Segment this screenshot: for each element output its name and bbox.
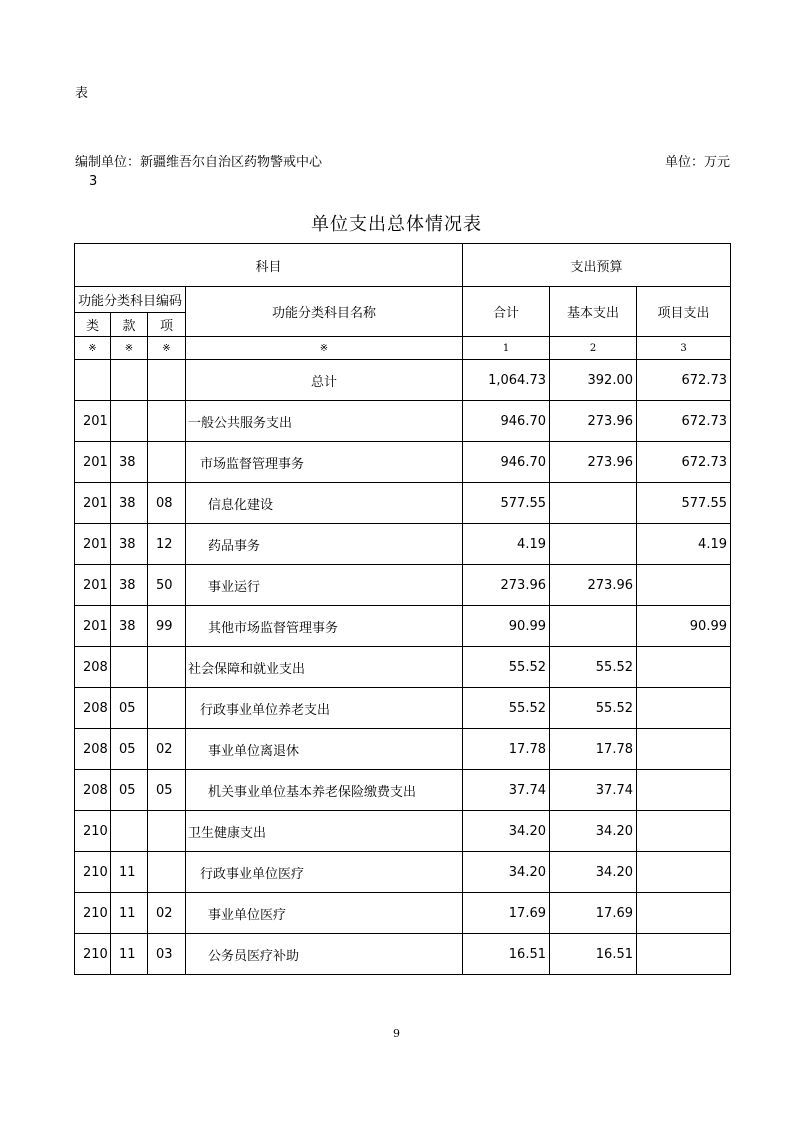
subject-name-cell: 卫生健康支出 xyxy=(186,811,463,852)
basic-cell xyxy=(550,483,637,524)
lei-cell xyxy=(75,360,111,401)
project-cell xyxy=(637,893,731,934)
project-cell xyxy=(637,565,731,606)
project-cell xyxy=(637,647,731,688)
kuan-cell: 11 xyxy=(111,934,148,975)
kuan-cell: 05 xyxy=(111,770,148,811)
xiang-cell: 12 xyxy=(148,524,186,565)
marker-cell: ※ xyxy=(148,337,186,360)
total-cell: 946.70 xyxy=(463,401,550,442)
basic-column-header: 基本支出 xyxy=(550,287,637,337)
total-cell: 37.74 xyxy=(463,770,550,811)
group-header-row xyxy=(75,244,731,287)
total-cell: 273.96 xyxy=(463,565,550,606)
xiang-cell xyxy=(148,442,186,483)
lei-cell: 201 xyxy=(75,401,111,442)
column-number-1: 1 xyxy=(463,337,550,360)
xiang-cell xyxy=(148,688,186,729)
marker-row xyxy=(75,337,731,360)
basic-cell: 273.96 xyxy=(550,401,637,442)
basic-cell: 34.20 xyxy=(550,852,637,893)
lei-cell: 208 xyxy=(75,647,111,688)
basic-cell: 17.69 xyxy=(550,893,637,934)
marker-cell: ※ xyxy=(186,337,463,360)
subject-name-cell: 事业运行 xyxy=(186,565,463,606)
kuan-cell: 11 xyxy=(111,852,148,893)
lei-cell: 201 xyxy=(75,483,111,524)
project-cell xyxy=(637,811,731,852)
basic-cell: 16.51 xyxy=(550,934,637,975)
kuan-cell xyxy=(111,360,148,401)
subject-name-cell: 事业单位离退休 xyxy=(186,729,463,770)
basic-cell: 55.52 xyxy=(550,688,637,729)
kuan-cell: 38 xyxy=(111,483,148,524)
kuan-cell: 05 xyxy=(111,688,148,729)
table-row xyxy=(75,360,731,401)
lei-cell: 208 xyxy=(75,770,111,811)
page-title: 单位支出总体情况表 xyxy=(311,214,482,235)
xiang-cell: 02 xyxy=(148,893,186,934)
table-row xyxy=(75,688,731,729)
currency-unit-label: 单位：万元 xyxy=(665,155,731,170)
subject-name-cell: 行政事业单位养老支出 xyxy=(186,688,463,729)
total-cell: 946.70 xyxy=(463,442,550,483)
kuan-cell: 38 xyxy=(111,524,148,565)
kuan-cell xyxy=(111,647,148,688)
total-cell: 90.99 xyxy=(463,606,550,647)
marker-cell: ※ xyxy=(75,337,111,360)
project-cell: 672.73 xyxy=(637,401,731,442)
table-row xyxy=(75,524,731,565)
project-cell: 672.73 xyxy=(637,360,731,401)
basic-cell: 55.52 xyxy=(550,647,637,688)
subject-name-cell: 信息化建设 xyxy=(186,483,463,524)
table-row xyxy=(75,893,731,934)
table-row xyxy=(75,401,731,442)
total-column-header: 合计 xyxy=(463,287,550,337)
basic-cell: 34.20 xyxy=(550,811,637,852)
lei-column-header: 类 xyxy=(75,313,111,337)
xiang-cell xyxy=(148,647,186,688)
kuan-cell: 38 xyxy=(111,442,148,483)
subject-group-header: 科目 xyxy=(75,244,463,287)
subject-name-cell: 机关事业单位基本养老保险缴费支出 xyxy=(186,770,463,811)
page-number: 9 xyxy=(393,1027,400,1040)
table-row xyxy=(75,770,731,811)
lei-cell: 210 xyxy=(75,893,111,934)
budget-group-header: 支出预算 xyxy=(463,244,731,287)
total-cell: 4.19 xyxy=(463,524,550,565)
total-cell: 55.52 xyxy=(463,647,550,688)
kuan-column-header: 款 xyxy=(111,313,148,337)
project-cell: 4.19 xyxy=(637,524,731,565)
organization-label: 编制单位：新疆维吾尔自治区药物警戒中心 xyxy=(75,155,323,170)
subject-name-cell: 社会保障和就业支出 xyxy=(186,647,463,688)
xiang-cell xyxy=(148,811,186,852)
total-cell: 1,064.73 xyxy=(463,360,550,401)
project-cell xyxy=(637,688,731,729)
total-cell: 17.69 xyxy=(463,893,550,934)
xiang-cell: 03 xyxy=(148,934,186,975)
subject-name-cell: 公务员医疗补助 xyxy=(186,934,463,975)
basic-cell: 37.74 xyxy=(550,770,637,811)
lei-cell: 201 xyxy=(75,606,111,647)
expenditure-table xyxy=(74,243,731,975)
table-row xyxy=(75,811,731,852)
xiang-cell: 02 xyxy=(148,729,186,770)
lei-cell: 210 xyxy=(75,852,111,893)
project-cell xyxy=(637,729,731,770)
kuan-cell xyxy=(111,811,148,852)
basic-cell: 273.96 xyxy=(550,442,637,483)
basic-cell: 17.78 xyxy=(550,729,637,770)
marker-cell: ※ xyxy=(111,337,148,360)
subject-name-cell: 总计 xyxy=(186,360,463,401)
xiang-cell: 05 xyxy=(148,770,186,811)
subject-name-cell: 行政事业单位医疗 xyxy=(186,852,463,893)
lei-cell: 201 xyxy=(75,565,111,606)
lei-cell: 201 xyxy=(75,442,111,483)
xiang-cell xyxy=(148,401,186,442)
table-row xyxy=(75,565,731,606)
total-cell: 16.51 xyxy=(463,934,550,975)
xiang-cell: 50 xyxy=(148,565,186,606)
total-cell: 34.20 xyxy=(463,811,550,852)
kuan-cell: 38 xyxy=(111,606,148,647)
total-cell: 34.20 xyxy=(463,852,550,893)
project-cell: 672.73 xyxy=(637,442,731,483)
total-cell: 17.78 xyxy=(463,729,550,770)
column-number-2: 2 xyxy=(550,337,637,360)
table-row xyxy=(75,852,731,893)
table-row xyxy=(75,483,731,524)
table-row xyxy=(75,442,731,483)
basic-cell xyxy=(550,524,637,565)
subject-name-cell: 其他市场监督管理事务 xyxy=(186,606,463,647)
lei-cell: 210 xyxy=(75,934,111,975)
kuan-cell xyxy=(111,401,148,442)
project-cell xyxy=(637,852,731,893)
kuan-cell: 05 xyxy=(111,729,148,770)
name-column-header: 功能分类科目名称 xyxy=(186,287,463,337)
subject-name-cell: 市场监督管理事务 xyxy=(186,442,463,483)
subject-name-cell: 事业单位医疗 xyxy=(186,893,463,934)
subject-name-cell: 药品事务 xyxy=(186,524,463,565)
basic-cell: 392.00 xyxy=(550,360,637,401)
lei-cell: 201 xyxy=(75,524,111,565)
kuan-cell: 38 xyxy=(111,565,148,606)
project-cell: 577.55 xyxy=(637,483,731,524)
table-row xyxy=(75,934,731,975)
basic-cell xyxy=(550,606,637,647)
xiang-cell: 08 xyxy=(148,483,186,524)
code-group-header: 功能分类科目编码 xyxy=(75,287,186,313)
lei-cell: 208 xyxy=(75,729,111,770)
table-number: 3 xyxy=(89,174,98,189)
total-cell: 55.52 xyxy=(463,688,550,729)
subject-name-cell: 一般公共服务支出 xyxy=(186,401,463,442)
xiang-column-header: 项 xyxy=(148,313,186,337)
table-row xyxy=(75,647,731,688)
column-header-row xyxy=(75,287,731,313)
project-cell xyxy=(637,934,731,975)
project-cell: 90.99 xyxy=(637,606,731,647)
table-row xyxy=(75,606,731,647)
lei-cell: 210 xyxy=(75,811,111,852)
kuan-cell: 11 xyxy=(111,893,148,934)
project-column-header: 项目支出 xyxy=(637,287,731,337)
basic-cell: 273.96 xyxy=(550,565,637,606)
lei-cell: 208 xyxy=(75,688,111,729)
column-number-3: 3 xyxy=(637,337,731,360)
header-tag: 表 xyxy=(75,86,89,101)
xiang-cell xyxy=(148,360,186,401)
xiang-cell xyxy=(148,852,186,893)
project-cell xyxy=(637,770,731,811)
total-cell: 577.55 xyxy=(463,483,550,524)
table-row xyxy=(75,729,731,770)
xiang-cell: 99 xyxy=(148,606,186,647)
